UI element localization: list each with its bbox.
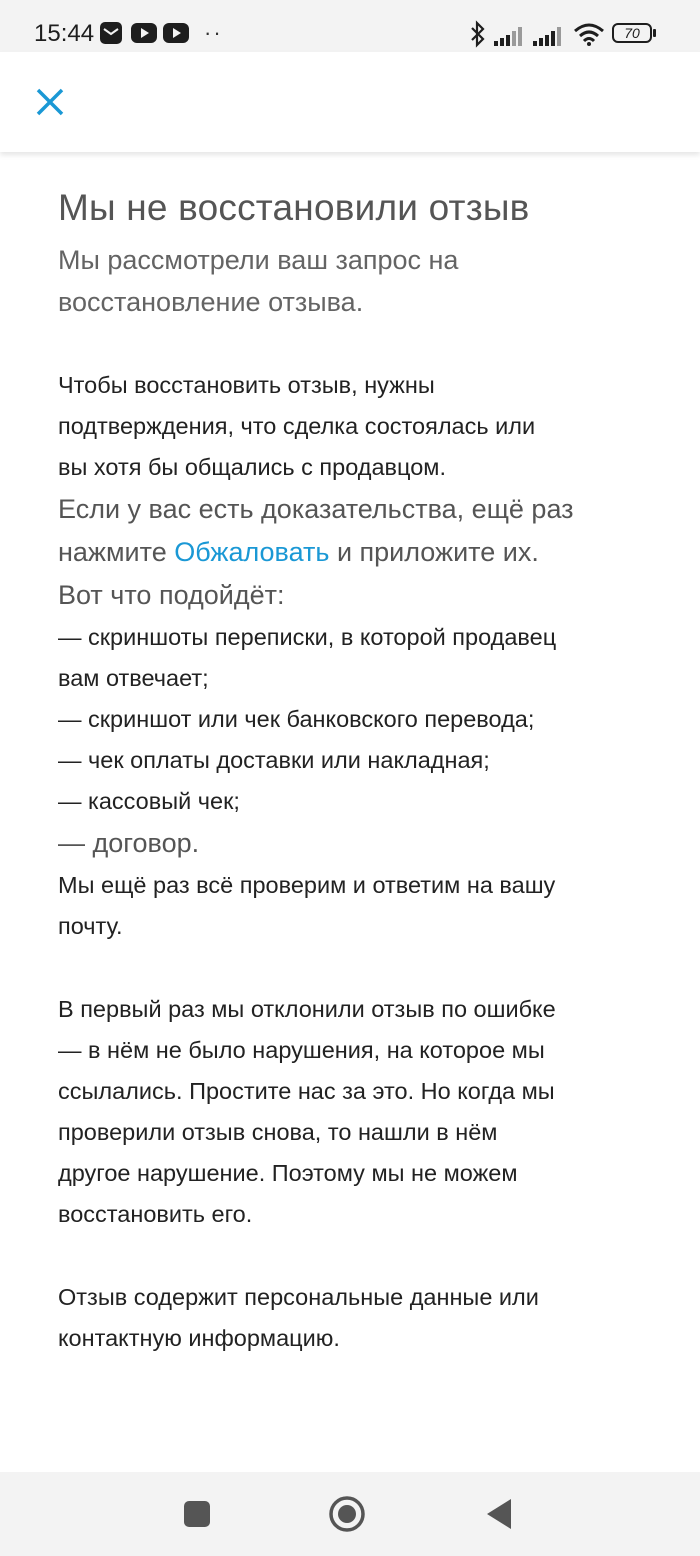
subtitle — [58, 239, 658, 323]
status-time: 15:44 — [34, 20, 95, 47]
text-line: проверили отзыв снова, то нашли в нём — [58, 1119, 498, 1145]
wifi-icon — [573, 22, 605, 46]
text-line: Мы ещё раз всё проверим и ответим на вашу — [58, 872, 556, 898]
signal-icon — [533, 24, 565, 46]
text-line: подтверждения, что сделка состоялась или — [58, 413, 536, 439]
text-line — [58, 531, 658, 574]
close-icon[interactable] — [30, 82, 70, 122]
text-line: Отзыв содержит персональные данные или — [58, 1284, 539, 1310]
suitable-heading: Вот что подойдёт: — [58, 580, 285, 610]
text-line: ссылались. Простите нас за это. Но когда мы — [58, 1078, 555, 1104]
spacer — [58, 947, 658, 989]
signal-icon — [494, 24, 526, 46]
square-recents-icon[interactable] — [175, 1492, 219, 1536]
check-paragraph — [58, 865, 658, 947]
bluetooth-icon — [469, 20, 487, 48]
list-item: — скриншоты переписки, в которой продавец — [58, 624, 557, 650]
list-item: — чек оплаты доставки или накладная; — [58, 747, 490, 773]
requirements-paragraph — [58, 365, 658, 488]
text-line: восстановить его. — [58, 1201, 253, 1227]
text-line: почту. — [58, 913, 123, 939]
battery-tip — [653, 29, 656, 37]
youtube-icon — [163, 23, 189, 43]
subtitle-line: восстановление отзыва. — [58, 287, 364, 317]
more-dots-icon: ·· — [204, 20, 223, 45]
list-item: — кассовый чек; — [58, 788, 240, 814]
circle-home-icon[interactable] — [325, 1492, 369, 1536]
reason-paragraph — [58, 1277, 658, 1359]
evidence-paragraph — [58, 488, 658, 617]
status-bar — [0, 0, 700, 52]
triangle-back-icon[interactable] — [477, 1492, 521, 1536]
mail-icon — [99, 21, 123, 45]
subtitle-line: Мы рассмотрели ваш запрос на — [58, 245, 459, 275]
text-fragment: и приложите их. — [329, 537, 539, 567]
text-line: — в нём не было нарушения, на которое мы — [58, 1037, 545, 1063]
app-bar — [0, 52, 700, 152]
battery-icon — [612, 23, 652, 43]
content — [58, 152, 658, 1359]
text-line: Если у вас есть доказательства, ещё раз — [58, 494, 574, 524]
text-line: Чтобы восстановить отзыв, нужны — [58, 372, 435, 398]
spacer — [58, 323, 658, 365]
spacer — [58, 1235, 658, 1277]
text-fragment: нажмите — [58, 537, 175, 567]
youtube-icon — [131, 23, 157, 43]
text-line: вы хотя бы общались с продавцом. — [58, 454, 446, 480]
list-item: — договор. — [58, 828, 200, 858]
page-title: Мы не восстановили отзыв — [58, 187, 530, 228]
apology-paragraph — [58, 989, 658, 1235]
system-nav-bar — [0, 1472, 700, 1556]
appeal-link[interactable]: Обжаловать — [174, 537, 330, 567]
text-line: другое нарушение. Поэтому мы не можем — [58, 1160, 518, 1186]
list-item: — скриншот или чек банковского перевода; — [58, 706, 535, 732]
battery-level: 70 — [624, 25, 640, 41]
list-item: вам отвечает; — [58, 665, 209, 691]
text-line: В первый раз мы отклонили отзыв по ошибке — [58, 996, 556, 1022]
text-line: контактную информацию. — [58, 1325, 340, 1351]
evidence-list — [58, 617, 658, 865]
